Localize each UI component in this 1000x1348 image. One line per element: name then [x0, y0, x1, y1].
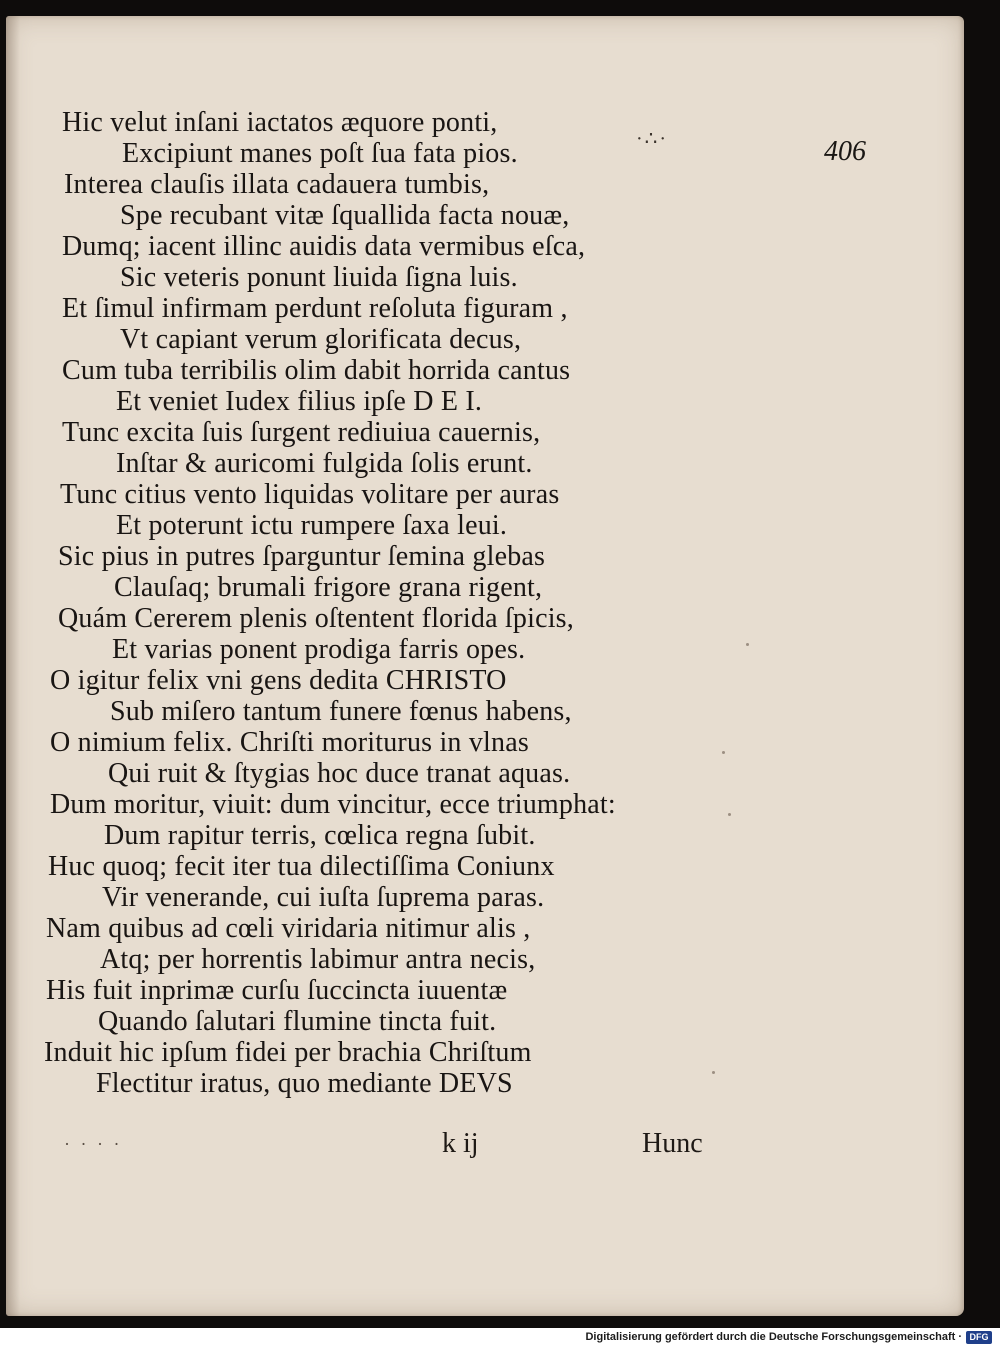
verse-line: O nimium felix. Chriſti moriturus in vlnas — [50, 727, 529, 758]
paper-speck — [712, 1071, 715, 1074]
catchword: Hunc — [642, 1128, 703, 1159]
credit-bar — [0, 1328, 1000, 1348]
verse-line: Sub miſero tantum funere fœnus habens, — [110, 696, 572, 727]
verse-line: Sic veteris ponunt liuida ſigna luis. — [120, 262, 518, 293]
verse-line: Induit hic ipſum fidei per brachia Chriſtum — [44, 1037, 532, 1068]
header-ornament: ·∴· — [636, 128, 669, 150]
verse-line: Dum rapitur terris, cœlica regna ſubit. — [104, 820, 536, 851]
verse-line: Tunc excita ſuis ſurgent rediuiua cauernis, — [62, 417, 541, 448]
verse-line: Cum tuba terribilis olim dabit horrida cantus — [62, 355, 571, 386]
verse-line: Hic velut inſani iactatos æquore ponti, — [62, 107, 498, 138]
dfg-logo[interactable]: DFG — [966, 1331, 992, 1344]
verse-line: Et poterunt ictu rumpere ſaxa leui. — [116, 510, 508, 541]
verse-line: Dum moritur, viuit: dum vincitur, ecce triumphat: — [50, 789, 616, 820]
verse-line: Nam quibus ad cœli viridaria nitimur alis , — [46, 913, 531, 944]
verse-line: Excipiunt manes poſt ſua fata pios. — [122, 138, 518, 169]
paper-speck — [728, 813, 731, 816]
verse-line: Interea clauſis illata cadauera tumbis, — [64, 169, 490, 200]
verse-line: Sic pius in putres ſparguntur ſemina glebas — [58, 541, 546, 572]
paper-speck — [722, 751, 725, 754]
verse-line: Quám Cererem plenis oſtentent florida ſpicis, — [58, 603, 574, 634]
paper-speck — [746, 643, 749, 646]
verse-line: Huc quoq; fecit iter tua dilectiſſima Coniunx — [48, 851, 555, 882]
verse-line: O igitur felix vni gens dedita CHRISTO — [50, 665, 507, 696]
verse-line: Quando ſalutari flumine tincta fuit. — [98, 1006, 497, 1037]
catchword-row — [6, 1126, 964, 1166]
verse-block — [6, 16, 964, 1116]
verse-line: Inſtar & auricomi fulgida ſolis erunt. — [116, 448, 533, 479]
book-page — [6, 16, 964, 1316]
verse-line: Vir venerande, cui iuſta ſuprema paras. — [102, 882, 545, 913]
verse-line: Flectitur iratus, quo mediante DEVS — [96, 1068, 513, 1099]
verse-line: Atq; per horrentis labimur antra necis, — [100, 944, 536, 975]
verse-line: Spe recubant vitæ ſquallida facta nouæ, — [120, 200, 570, 231]
page-number: 406 — [824, 136, 866, 167]
verse-line: Clauſaq; brumali frigore grana rigent, — [114, 572, 543, 603]
verse-line: Et varias ponent prodiga farris opes. — [112, 634, 526, 665]
ink-smudge: · · · · — [64, 1134, 123, 1154]
funding-credit: Digitalisierung gefördert durch die Deutsche Forschungsgemeinschaft · — [585, 1331, 962, 1343]
verse-line: Et veniet Iudex filius ipſe D E I. — [116, 386, 483, 417]
signature-mark: k ij — [442, 1128, 479, 1159]
verse-line: Dumq; iacent illinc auidis data vermibus eſca, — [62, 231, 586, 262]
verse-line: Qui ruit & ſtygias hoc duce tranat aquas. — [108, 758, 571, 789]
verse-line: His fuit inprimæ curſu ſuccincta iuuentæ — [46, 975, 508, 1006]
verse-line: Tunc citius vento liquidas volitare per auras — [60, 479, 560, 510]
verse-line: Vt capiant verum glorificata decus, — [120, 324, 522, 355]
verse-line: Et ſimul infirmam perdunt reſoluta figuram , — [62, 293, 568, 324]
